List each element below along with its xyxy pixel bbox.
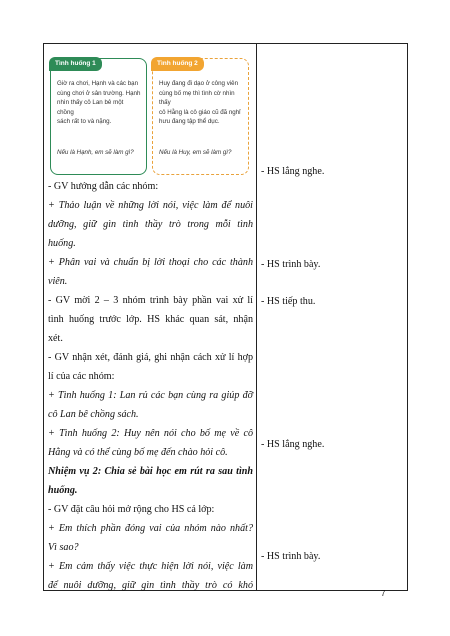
text-line: cô Lan bê chồng sách. xyxy=(48,409,139,420)
text-line: + Thảo luận về những lời nói, việc làm để nuôi xyxy=(48,200,253,211)
text-line: Hằng và có thể cùng bố mẹ đến chào hỏi cô. xyxy=(48,447,228,458)
text-line: - GV mời 2 – 3 nhóm trình bày phần vai xử lí xyxy=(48,295,253,306)
text-line: + Tình huống 2: Huy nên nói cho bố mẹ về cô xyxy=(48,428,253,439)
text-line: + Phân vai và chuẩn bị lời thoại cho các thành xyxy=(48,257,253,268)
teacher-instructions xyxy=(48,177,253,595)
situation-question: Nếu là Hạnh, em sẽ làm gì? xyxy=(57,149,134,156)
student-note: - HS tiếp thu. xyxy=(261,296,316,307)
student-note: - HS lắng nghe. xyxy=(261,439,325,450)
text-line: - GV đặt câu hỏi mở rộng cho HS cả lớp: xyxy=(48,504,215,515)
text-line: - GV nhận xét, đánh giá, ghi nhận cách xử lí hợp xyxy=(48,352,253,363)
text-line: xét. xyxy=(48,333,63,344)
lesson-table xyxy=(43,43,408,591)
student-note: - HS lắng nghe. xyxy=(261,166,325,177)
student-activities-column xyxy=(257,44,407,590)
teacher-activities-column xyxy=(44,44,256,590)
text-line: tình huống trước lớp. HS khác quan sát, nhận xyxy=(48,314,253,325)
text-line: dưỡng, giữ gìn tình thầy trò trong mỗi tình xyxy=(48,219,253,230)
text-line: lí của các nhóm: xyxy=(48,371,115,382)
situation-text: Giờ ra chơi, Hạnh và các bạn cùng chơi ở sân trường. Hạnh nhìn thấy cô Lan bê một chồng sách rất to và nặng. xyxy=(57,80,141,126)
situation-text: Huy đang đi dạo ở công viên cùng bố mẹ thì tình cờ nhìn thấy cô Hằng là cô giáo cũ đã nghỉ hưu đang tập thể dục. xyxy=(159,80,241,126)
student-note: - HS trình bày. xyxy=(261,551,321,562)
text-line: - GV hướng dẫn các nhóm: xyxy=(48,181,159,192)
text-line: viên. xyxy=(48,276,68,287)
situation-tab: Tình huống 2 xyxy=(151,57,204,71)
situation-question: Nếu là Huy, em sẽ làm gì? xyxy=(159,149,232,156)
page-number: 7 xyxy=(381,589,386,598)
text-line: Vì sao? xyxy=(48,542,79,553)
text-line: để nuôi dưỡng, giữ gìn tình thầy trò có khó xyxy=(48,580,253,591)
task-heading: Nhiệm vụ 2: Chia sẻ bài học em rút ra sau tình xyxy=(48,466,253,477)
situation-card-1 xyxy=(50,58,147,175)
text-line: + Em thích phần đóng vai của nhóm nào nhất? xyxy=(48,523,253,534)
situation-tab: Tình huống 1 xyxy=(49,57,102,71)
situation-card-2 xyxy=(152,58,249,175)
student-note: - HS trình bày. xyxy=(261,259,321,270)
text-line: + Tình huống 1: Lan rủ các bạn cùng ra giúp đỡ xyxy=(48,390,253,401)
task-heading: huống. xyxy=(48,485,78,496)
text-line: huống. xyxy=(48,238,76,249)
text-line: + Em cảm thấy việc thực hiện lời nói, việc làm xyxy=(48,561,253,572)
